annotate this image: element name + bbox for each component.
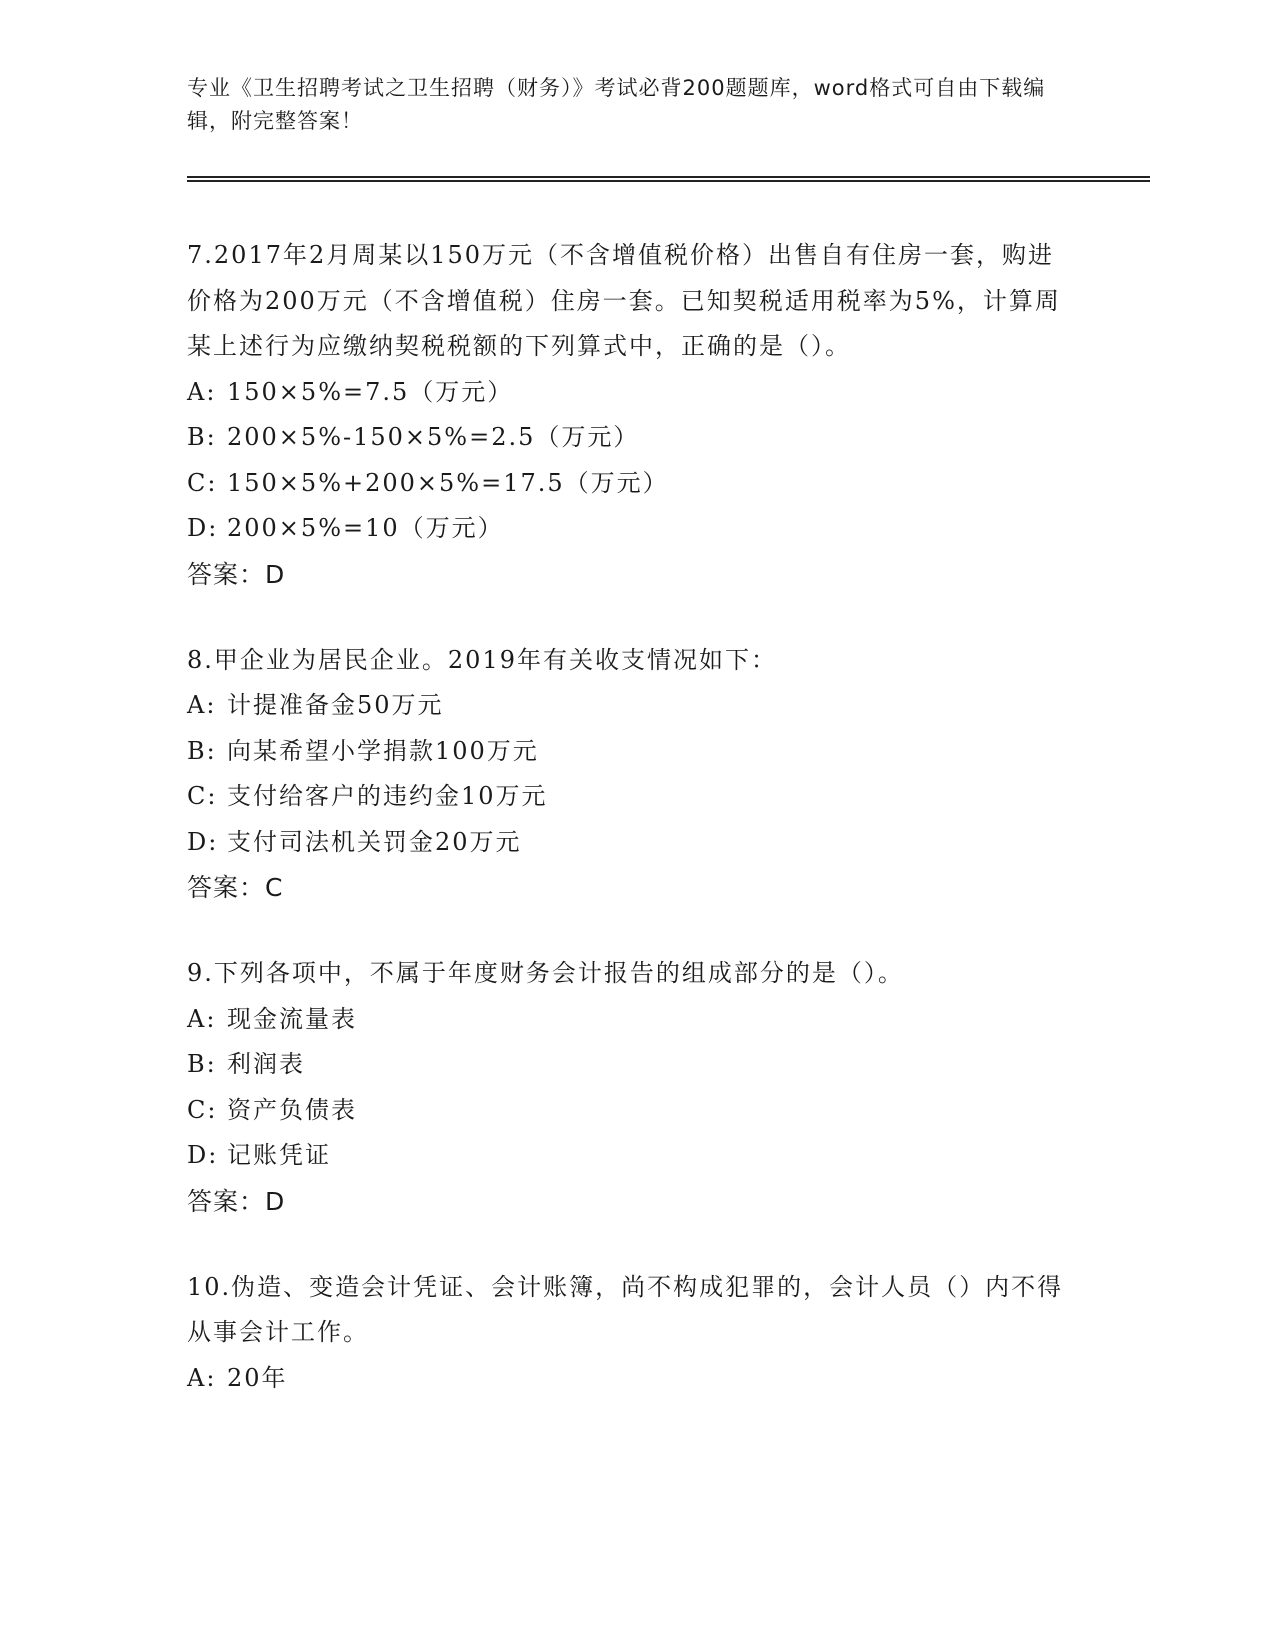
option-letter: A: — [187, 1363, 217, 1392]
question-stem: 9.下列各项中，不属于年度财务会计报告的组成部分的是（）。 — [187, 959, 904, 987]
option-text: 150×5%=7.5（万元） — [227, 377, 514, 406]
option-text: 200×5%-150×5%=2.5（万元） — [227, 423, 640, 451]
question-9 — [187, 951, 1067, 1225]
option-text: 记账凭证 — [227, 1141, 331, 1169]
question-stem: 10.伪造、变造会计凭证、会计账簿，尚不构成犯罪的，会计人员（）内不得从事会计工作。 — [187, 1272, 1064, 1346]
option-letter: C: — [187, 782, 218, 810]
option-d — [187, 506, 1067, 552]
option-letter: B: — [187, 1050, 217, 1078]
option-text: 向某希望小学捐款100万元 — [227, 736, 539, 765]
option-a — [187, 997, 1067, 1043]
option-c — [187, 1088, 1067, 1134]
question-list — [187, 233, 1067, 1441]
option-b — [187, 415, 1067, 461]
option-letter: D: — [187, 1141, 219, 1169]
question-7 — [187, 233, 1067, 598]
option-text: 利润表 — [227, 1050, 305, 1078]
option-c — [187, 461, 1067, 507]
option-text: 计提准备金50万元 — [227, 691, 444, 719]
option-d — [187, 1133, 1067, 1179]
question-stem: 7.2017年2月周某以150万元（不含增值税价格）出售自有住房一套，购进价格为200万元（不含增值税）住房一套。已知契税适用税率为5%，计算周某上述行为应缴纳契税税额的下列算式中，正确的是（）。 — [187, 241, 1061, 360]
option-letter: A: — [187, 1004, 217, 1033]
option-b — [187, 729, 1067, 775]
question-stem: 8.甲企业为居民企业。2019年有关收支情况如下： — [187, 645, 777, 674]
option-a — [187, 370, 1067, 416]
question-8 — [187, 638, 1067, 912]
option-a — [187, 1356, 1067, 1402]
option-letter: A: — [187, 377, 217, 406]
option-text: 200×5%=10（万元） — [227, 514, 504, 542]
option-text: 现金流量表 — [227, 1004, 357, 1033]
option-b — [187, 1042, 1067, 1088]
option-text: 20年 — [227, 1363, 288, 1392]
option-letter: C: — [187, 468, 218, 497]
option-letter: D: — [187, 514, 219, 542]
document-header — [187, 72, 1087, 138]
option-letter: B: — [187, 423, 217, 451]
answer-line: 答案：D — [187, 1186, 286, 1216]
option-d — [187, 820, 1067, 866]
header-text: 专业《卫生招聘考试之卫生招聘（财务）》考试必背200题题库，word格式可自由下载编辑，附完整答案！ — [187, 76, 1046, 133]
answer-line: 答案：C — [187, 873, 284, 902]
option-text: 150×5%+200×5%=17.5（万元） — [227, 468, 669, 497]
option-letter: A: — [187, 691, 217, 719]
header-divider — [187, 176, 1150, 182]
option-c — [187, 774, 1067, 820]
option-text: 支付给客户的违约金10万元 — [227, 782, 548, 810]
option-letter: D: — [187, 827, 219, 856]
question-10 — [187, 1265, 1067, 1402]
answer-line: 答案：D — [187, 559, 286, 589]
option-a — [187, 683, 1067, 729]
option-letter: C: — [187, 1095, 218, 1124]
option-text: 资产负债表 — [227, 1095, 357, 1124]
option-letter: B: — [187, 736, 217, 765]
option-text: 支付司法机关罚金20万元 — [227, 827, 522, 856]
